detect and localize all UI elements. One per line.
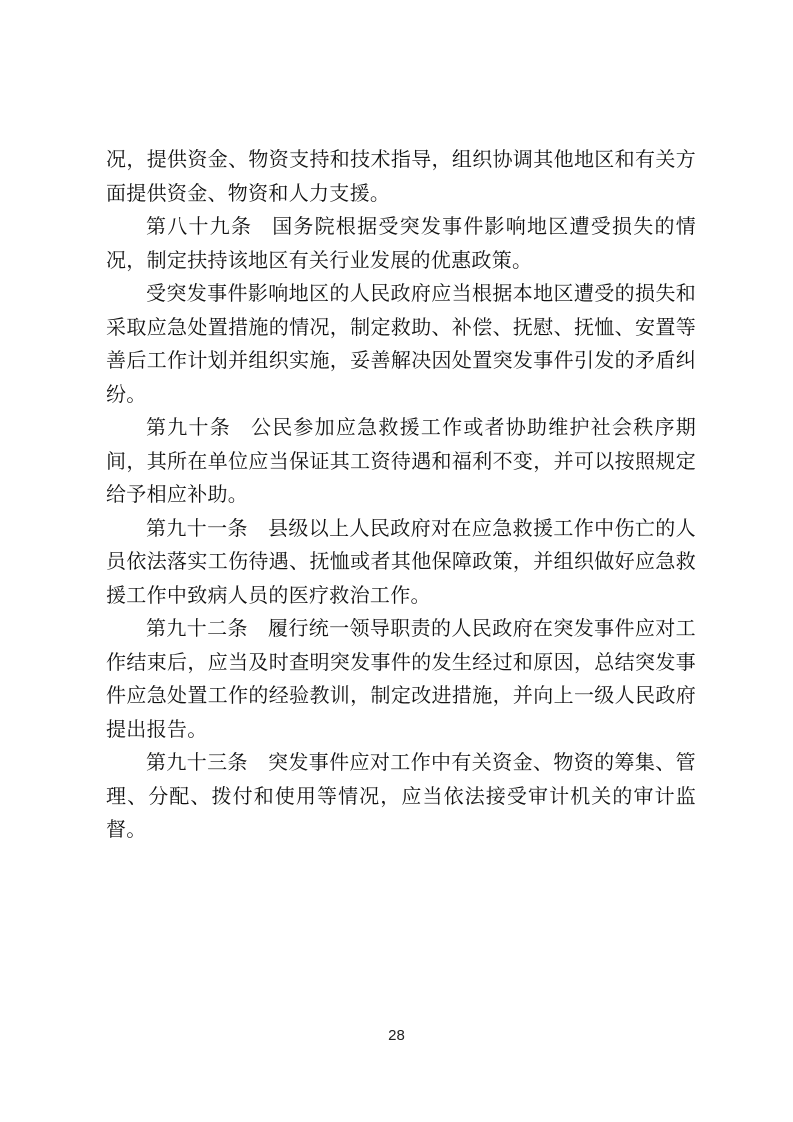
article-89-paragraph [106,210,696,277]
article-89-second-paragraph [106,277,696,411]
article-91-paragraph [106,512,696,613]
article-number: 第九十二条 [146,616,248,640]
paragraph-text: 国务院根据受突发事件影响地区遭受损失的情况，制定扶持该地区有关行业发展的优惠政策。 [106,214,696,272]
paragraph-text: 公民参加应急救援工作或者协助维护社会秩序期间，其所在单位应当保证其工资待遇和福利不变，并可以按照规定给予相应补助。 [106,415,696,506]
article-number: 第九十一条 [146,515,248,540]
article-number: 第九十条 [146,415,231,439]
article-number: 第八十九条 [146,214,253,238]
paragraph-text: 况，提供资金、物资支持和技术指导，组织协调其他地区和有关方面提供资金、物资和人力支援。 [106,147,696,205]
paragraph-continuation [106,143,696,210]
paragraph-text: 履行统一领导职责的人民政府在突发事件应对工作结束后，应当及时查明突发事件的发生经过和原因，总结突发事件应急处置工作的经验教训，制定改进措施，并向上一级人民政府提出报告。 [106,616,696,741]
paragraph-text: 县级以上人民政府对在应急救援工作中伤亡的人员依法落实工伤待遇、抚恤或者其他保障政策，并组织做好应急救援工作中致病人员的医疗救治工作。 [106,515,696,607]
paragraph-text: 受突发事件影响地区的人民政府应当根据本地区遭受的损失和采取应急处置措施的情况，制定救助、补偿、抚慰、抚恤、安置等善后工作计划并组织实施，妥善解决因处置突发事件引发的矛盾纠纷。 [106,281,696,406]
article-92-paragraph [106,612,696,746]
document-body [106,143,696,847]
page-number: 28 [388,1027,405,1044]
article-number: 第九十三条 [146,750,248,774]
article-90-paragraph [106,411,696,512]
paragraph-text: 突发事件应对工作中有关资金、物资的筹集、管理、分配、拨付和使用等情况，应当依法接受审计机关的审计监督。 [106,750,696,841]
article-93-paragraph [106,746,696,847]
